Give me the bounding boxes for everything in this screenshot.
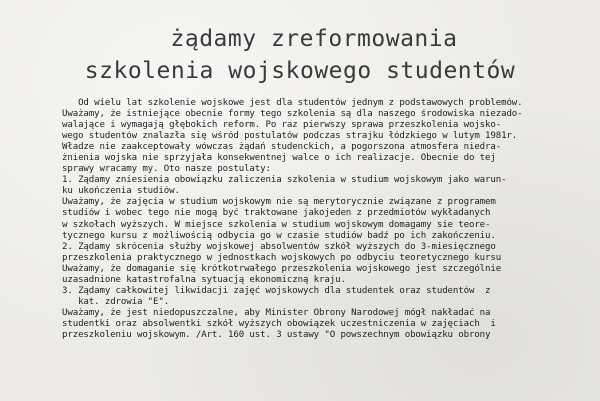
document-title-line-1: żądamy zreformowania xyxy=(170,26,458,52)
body-text-line: Uważamy, że domaganie się krótkotrwałego przeszkolenia wojskowego jest szczególnie xyxy=(62,263,502,274)
body-text-line: 3. Żądamy całkowitej likwidacji zajęć wojskowych dla studentek oraz studentów z xyxy=(62,285,491,296)
body-text-line: 1. Żądamy zniesienia obowiązku zaliczenia szkolenia w studium wojskowym jako warun- xyxy=(62,175,507,186)
body-text-line: przeszkolenia praktycznego w jednostkach wojskowych po odbyciu teoretycznego kursu xyxy=(62,252,502,263)
body-text-line: wego studentów znalazła się wśród postulatów podczas strajku łódzkiego w lutym 1981r. xyxy=(62,131,518,142)
body-text-line: sprawy wracamy my. Oto nasze postulaty: xyxy=(62,164,271,175)
body-text-line: kat. zdrowia "E". xyxy=(62,296,170,307)
document-title-line-2: szkolenia wojskowego studentów xyxy=(84,58,516,84)
body-text-line: w szkołach wyższych. W miejsce szkolenia w studium wojskowym domagamy sie teore- xyxy=(62,219,491,230)
body-text-line: Uważamy, że zajęcia w studium wojskowym nie są merytorycznie związane z programem xyxy=(62,197,496,208)
body-text-line: uzasadnione katastrofalna sytuacją ekonomiczną kraju. xyxy=(62,274,346,285)
body-text-line: tycznego kursu z możliwością odbycia go w czasie studiów badź po ich zakończeniu. xyxy=(62,230,496,241)
body-text-line: żnienia wojska nie sprzyjała konsekwentnej walce o ich realizacje. Obecnie do tej xyxy=(62,153,496,164)
body-text-line: studentki oraz absolwentki szkół wyższych obowiązek uczestniczenia w zajęciach i xyxy=(62,318,496,329)
body-text-line: Uważamy, że istniejące obecnie formy tego szkolenia są dla naszego środowiska niezado- xyxy=(62,109,523,120)
body-text-line: studiów i wobec tego nie mogą być traktowane jakojeden z przedmiotów wykładanych xyxy=(62,208,491,219)
body-text-line: walające i wymagają głębokich reform. Po raz pierwszy sprawa przeszkolenia wojsko- xyxy=(62,120,502,131)
body-text-line: Uważamy, że jest niedopuszczalne, aby Minister Obrony Narodowej mógł nakładać na xyxy=(62,307,491,318)
body-text-line: 2. Żądamy skrócenia służby wojskowej absolwentów szkół wyższych do 3-miesięcznego xyxy=(62,241,496,252)
document-body xyxy=(62,98,582,341)
body-text-line: ku ukończenia studiów. xyxy=(62,186,180,197)
body-text-line: przeszkoleniu wojskowym. /Art. 160 ust. 3 ustawy "O powszechnym obowiązku obrony xyxy=(62,329,491,340)
body-text-line: Władze nie zaakceptowały wówczas żądań studenckich, a pogorszona atmosfera niedra- xyxy=(62,142,502,153)
body-text-line: Od wielu lat szkolenie wojskowe jest dla studentów jednym z podstawowych problemów. xyxy=(62,98,523,108)
